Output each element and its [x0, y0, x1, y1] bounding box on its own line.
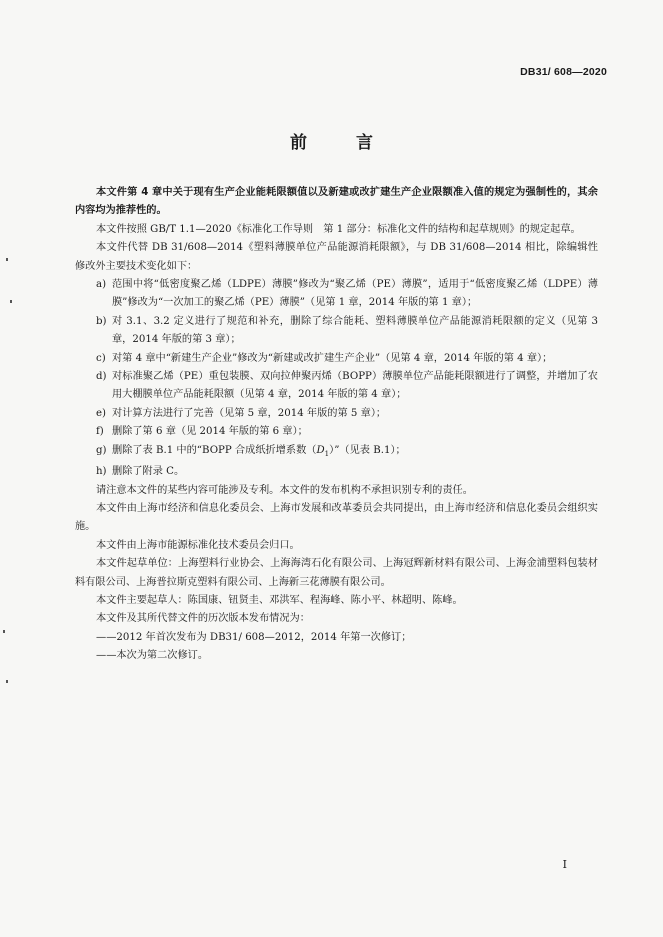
list-item	[75, 276, 598, 313]
list-item-text	[112, 442, 598, 463]
committee-paragraph: 本文件由上海市能源标准化技术委员会归口。	[96, 539, 300, 551]
scan-speck	[6, 680, 8, 683]
list-marker: e)	[96, 407, 107, 419]
page-title: 前 言	[290, 133, 389, 153]
proposer-paragraph: 本文件由上海市经济和信息化委员会、上海市发展和改革委员会共同提出，由上海市经济和信息化委员会组织实施。	[75, 502, 598, 533]
list-item	[75, 423, 598, 441]
text-after-symbol: ）”（见表 B.1）；	[329, 444, 406, 456]
list-item	[75, 350, 598, 368]
list-marker: g)	[96, 444, 107, 456]
scan-speck	[3, 630, 5, 633]
history-intro: 本文件及其所代替文件的历次版本发布情况为：	[96, 613, 310, 625]
replacement-paragraph: 本文件代替 DB 31/608—2014《塑料薄膜单位产品能源消耗限额》，与 DB 31/608—2014 相比，除编辑性修改外主要技术变化如下：	[75, 242, 598, 272]
document-number: DB31/ 608—2020	[520, 66, 607, 78]
list-item	[75, 313, 598, 350]
mandatory-statement: 本文件第 4 章中关于现有生产企业能耗限额值以及新建或改扩建生产企业限额准入值的规定为强制性的，其余内容均为推荐性的。	[75, 187, 598, 217]
list-item	[75, 442, 598, 463]
list-item-text: 对计算方法进行了完善（见第 5 章，2014 年版的第 5 章）；	[112, 407, 387, 419]
patent-notice: 请注意本文件的某些内容可能涉及专利。本文件的发布机构不承担识别专利的责任。	[96, 484, 473, 496]
list-marker: b)	[96, 315, 107, 327]
list-marker: h)	[96, 466, 107, 478]
drafters-paragraph: 本文件主要起草人：陈国康、钮贤圭、邓洪军、程海峰、陈小平、林超明、陈峰。	[96, 594, 463, 606]
scan-speck	[6, 258, 8, 261]
list-item	[75, 463, 598, 481]
list-item-text: 对标准聚乙烯（PE）重包装膜、双向拉伸聚丙烯（BOPP）薄膜单位产品能耗限额进行了调整，并增加了农用大棚膜单位产品能耗限额（见第 4 章，2014 年版的第 4 章）；	[112, 371, 598, 401]
preface-body	[75, 184, 598, 666]
list-item	[75, 368, 598, 405]
drafting-rule-paragraph: 本文件按照 GB/T 1.1—2020《标准化工作导则 第 1 部分：标准化文件的结构和起草规则》的规定起草。	[96, 223, 581, 235]
list-item-text: 对 3.1、3.2 定义进行了规范和补充，删除了综合能耗、塑料薄膜单位产品能源消耗限额的定义（见第 3 章，2014 年版的第 3 章）；	[112, 315, 598, 346]
scan-speck	[10, 300, 12, 303]
list-item-text: 删除了附录 C。	[112, 466, 185, 478]
list-marker: a)	[96, 279, 107, 291]
list-marker: f)	[96, 426, 104, 438]
change-list	[75, 276, 598, 482]
symbol-subscript: 1	[324, 449, 330, 458]
page-number: I	[562, 858, 567, 871]
symbol: D	[316, 444, 325, 456]
list-item-text: 对第 4 章中“新建生产企业”修改为“新建或改扩建生产企业”（见第 4 章，2014 年版的第 4 章）；	[112, 352, 553, 364]
list-item-text: 删除了第 6 章（见 2014 年版的第 6 章）；	[112, 426, 308, 438]
list-item-text: 范围中将“低密度聚乙烯（LDPE）薄膜”修改为“聚乙烯（PE）薄膜”，适用于“低密度聚乙烯（LDPE）薄膜”修改为“一次加工的聚乙烯（PE）薄膜”（见第 1 章，2014 年版的第 1 章）；	[112, 279, 598, 309]
list-marker: d)	[96, 371, 107, 383]
list-item	[75, 405, 598, 423]
history-item: ——2012 年首次发布为 DB31/ 608—2012，2014 年第一次修订；	[96, 631, 412, 643]
drafting-units-paragraph: 本文件起草单位：上海塑料行业协会、上海海湾石化有限公司、上海冠辉新材料有限公司、上海金浦塑料包装材料有限公司、上海普拉斯克塑料有限公司、上海新三花薄膜有限公司。	[75, 558, 598, 588]
history-item: ——本次为第二次修订。	[96, 650, 209, 662]
list-marker: c)	[96, 352, 106, 364]
text-before-symbol: 删除了表 B.1 中的“BOPP 合成纸折增系数（	[112, 444, 317, 456]
